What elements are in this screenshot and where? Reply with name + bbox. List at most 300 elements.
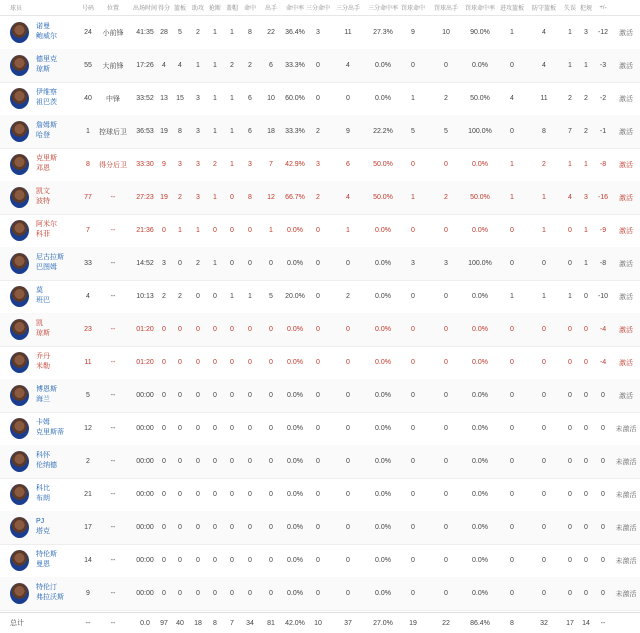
stat-fgm: 0 (248, 326, 252, 333)
stat-tov: 0 (568, 458, 572, 465)
column-header[interactable]: 进攻篮板 (500, 6, 525, 12)
column-header[interactable]: 罚球命中 (401, 6, 426, 12)
stat-fta: 2 (444, 194, 448, 201)
stat-dreb: 11 (540, 95, 548, 102)
stat-dreb: 0 (542, 524, 546, 531)
player-row[interactable] (0, 115, 640, 149)
player-name-line[interactable]: 詹姆斯 (36, 122, 57, 129)
stat-status: 未激活 (615, 491, 637, 499)
stat-status: 未激活 (615, 557, 637, 565)
stat-tpm: 0 (316, 95, 320, 102)
stat-dreb: 0 (542, 260, 546, 267)
stat-reb: 2 (178, 293, 182, 300)
player-name-line[interactable]: 祖巴茨 (36, 99, 57, 106)
stat-status: 激活 (619, 95, 633, 103)
stat-pf: 0 (584, 458, 588, 465)
player-row[interactable] (0, 346, 640, 380)
stat-ast: 0 (196, 524, 200, 531)
stat-position: -- (110, 326, 116, 333)
column-header[interactable]: 出场时间 (132, 6, 157, 12)
total-stl: 8 (213, 619, 217, 627)
player-name-line[interactable]: 波特 (36, 198, 50, 205)
player-name[interactable] (36, 121, 86, 141)
stat-ftm: 0 (411, 293, 415, 300)
stat-ftp: 50.0% (470, 194, 490, 201)
stat-fta: 0 (444, 359, 448, 366)
player-row[interactable] (0, 82, 640, 116)
stat-fga: 0 (269, 425, 273, 432)
stat-number: 8 (86, 161, 90, 168)
stat-fta: 3 (444, 260, 448, 267)
stat-blk: 1 (230, 293, 234, 300)
player-name-line[interactable]: 克里斯 (36, 155, 57, 162)
stat-stl: 0 (213, 392, 217, 399)
stat-fgp: 0.0% (287, 524, 303, 531)
stat-fgm: 0 (248, 392, 252, 399)
stat-pts: 28 (160, 29, 168, 36)
stat-reb: 0 (178, 557, 182, 564)
stat-pts: 0 (162, 491, 166, 498)
player-avatar (10, 286, 29, 307)
player-name-line[interactable]: 特伦汀 (36, 584, 57, 591)
stat-position: 得分后卫 (99, 161, 127, 169)
player-name-line[interactable]: 科比 (36, 485, 50, 492)
stat-pf: 0 (584, 524, 588, 531)
stat-oreb: 0 (510, 458, 514, 465)
stat-ast: 2 (196, 29, 200, 36)
stat-stl: 0 (213, 458, 217, 465)
stat-tpm: 3 (316, 29, 320, 36)
stat-minutes: 10:13 (136, 293, 154, 300)
stat-pf: 1 (584, 227, 588, 234)
stat-fga: 18 (267, 128, 275, 135)
stat-pm: -8 (599, 260, 607, 267)
column-header[interactable]: 三分出手 (336, 6, 361, 12)
stat-minutes: 00:00 (136, 524, 154, 531)
stat-tpa: 0 (346, 458, 350, 465)
player-name-line[interactable]: 哈登 (36, 132, 50, 139)
player-name[interactable] (36, 517, 86, 537)
stat-oreb: 0 (510, 227, 514, 234)
stat-ftp: 0.0% (472, 359, 488, 366)
stat-position: -- (110, 590, 116, 597)
stat-dreb: 0 (542, 425, 546, 432)
player-name-line[interactable]: 班巴 (36, 297, 50, 304)
player-name[interactable] (36, 55, 86, 75)
stat-fgm: 0 (248, 557, 252, 564)
stat-number: 33 (84, 260, 92, 267)
player-row[interactable] (0, 49, 640, 83)
player-name[interactable] (36, 88, 86, 108)
player-name-line[interactable]: 莫 (36, 287, 43, 294)
stat-oreb: 0 (510, 260, 514, 267)
stat-dreb: 0 (542, 326, 546, 333)
stat-tpp: 50.0% (373, 161, 393, 168)
player-name-line[interactable]: 塔克 (36, 528, 50, 535)
stat-stl: 0 (213, 491, 217, 498)
player-name-line[interactable]: 鲍威尔 (36, 33, 57, 40)
stat-minutes: 00:00 (136, 392, 154, 399)
player-row[interactable] (0, 478, 640, 512)
column-header[interactable] (613, 0, 639, 15)
stat-pts: 2 (162, 293, 166, 300)
stat-tpa: 0 (346, 425, 350, 432)
stat-pf: 0 (584, 590, 588, 597)
stat-fga: 0 (269, 326, 273, 333)
stat-ast: 1 (196, 62, 200, 69)
stat-fgm: 0 (248, 590, 252, 597)
stat-tpm: 0 (316, 491, 320, 498)
stat-pm: -3 (599, 62, 607, 69)
column-header[interactable]: 犯规 (579, 6, 592, 12)
stat-pf: 3 (584, 29, 588, 36)
stat-position: 中锋 (106, 95, 120, 103)
player-row[interactable] (0, 181, 640, 215)
stat-status: 未激活 (615, 590, 637, 598)
stat-tpm: 0 (316, 590, 320, 597)
stat-minutes: 01:20 (136, 359, 154, 366)
stat-pm: -16 (597, 194, 609, 201)
player-row[interactable] (0, 280, 640, 314)
stat-fta: 10 (442, 29, 450, 36)
player-name-line[interactable]: 科菲 (36, 231, 50, 238)
column-header[interactable]: 三分命中率 (368, 6, 399, 12)
stat-fgm: 8 (248, 194, 252, 201)
stat-tpa: 4 (346, 62, 350, 69)
stat-stl: 2 (213, 161, 217, 168)
stat-ast: 0 (196, 359, 200, 366)
stat-number: 12 (84, 425, 92, 432)
stat-tpp: 0.0% (375, 524, 391, 531)
player-name[interactable] (36, 352, 86, 372)
column-header[interactable]: 抢断 (208, 6, 221, 12)
stat-tpm: 0 (316, 458, 320, 465)
player-name-line[interactable]: 伊维察 (36, 89, 57, 96)
stat-ast: 0 (196, 425, 200, 432)
stat-reb: 0 (178, 326, 182, 333)
stat-pf: 1 (584, 161, 588, 168)
player-row[interactable] (0, 16, 640, 50)
player-name[interactable] (36, 451, 86, 471)
player-row[interactable] (0, 412, 640, 446)
stat-tpp: 0.0% (375, 95, 391, 102)
column-header[interactable]: 篮板 (173, 6, 186, 12)
player-name-line[interactable]: 阿米尔 (36, 221, 57, 228)
player-name-line[interactable]: 诺曼 (36, 23, 50, 30)
stat-stl: 0 (213, 359, 217, 366)
player-name[interactable] (36, 286, 86, 306)
player-avatar (10, 418, 29, 439)
stat-position: 大前锋 (102, 62, 124, 70)
player-name-line[interactable]: 凯文 (36, 188, 50, 195)
stat-tov: 0 (568, 524, 572, 531)
stat-fga: 0 (269, 590, 273, 597)
stat-pm: -4 (599, 326, 607, 333)
stat-ast: 3 (196, 95, 200, 102)
column-header[interactable]: 三分命中 (306, 6, 331, 12)
stat-status: 激活 (619, 62, 633, 70)
player-name[interactable] (36, 220, 86, 240)
stat-fga: 7 (269, 161, 273, 168)
stat-stl: 0 (213, 557, 217, 564)
stat-dreb: 8 (542, 128, 546, 135)
stat-fta: 2 (444, 95, 448, 102)
stat-reb: 0 (178, 458, 182, 465)
stat-tpa: 0 (346, 491, 350, 498)
player-name[interactable] (36, 187, 86, 207)
player-row[interactable] (0, 379, 640, 413)
stat-pm: 0 (601, 491, 605, 498)
stat-oreb: 0 (510, 425, 514, 432)
stat-oreb: 0 (510, 62, 514, 69)
stat-fgm: 1 (248, 293, 252, 300)
stat-ast: 0 (196, 458, 200, 465)
player-row[interactable] (0, 247, 640, 281)
player-row[interactable] (0, 214, 640, 248)
stat-pm: 0 (601, 590, 605, 597)
stat-fta: 0 (444, 392, 448, 399)
stat-oreb: 1 (510, 161, 514, 168)
player-name-line[interactable]: 琼斯 (36, 330, 50, 337)
total-oreb: 8 (510, 619, 514, 627)
stat-pm: 0 (601, 425, 605, 432)
stat-reb: 4 (178, 62, 182, 69)
stat-position: -- (110, 392, 116, 399)
player-name[interactable] (36, 550, 86, 570)
stat-fgm: 0 (248, 458, 252, 465)
stat-pts: 19 (160, 128, 168, 135)
player-name-line[interactable]: 尼古拉斯 (36, 254, 64, 261)
total-blk: 7 (230, 619, 234, 627)
player-row[interactable] (0, 445, 640, 479)
column-header[interactable]: 位置 (106, 6, 119, 12)
stat-fgp: 0.0% (287, 557, 303, 564)
stat-status: 激活 (619, 260, 633, 268)
player-avatar (10, 319, 29, 340)
stat-pts: 9 (162, 161, 166, 168)
player-name[interactable] (36, 154, 86, 174)
player-avatar (10, 352, 29, 373)
stat-fta: 0 (444, 227, 448, 234)
total-pf: 14 (582, 619, 590, 627)
stat-ftp: 0.0% (472, 161, 488, 168)
player-avatar (10, 451, 29, 472)
player-name[interactable] (36, 253, 86, 273)
stat-tpp: 0.0% (375, 458, 391, 465)
player-name-line[interactable]: 德里克 (36, 56, 57, 63)
stat-reb: 15 (176, 95, 184, 102)
stat-ftp: 0.0% (472, 227, 488, 234)
column-header[interactable]: 球员 (10, 6, 23, 12)
total-pm: -- (600, 619, 606, 627)
stat-tpm: 0 (316, 62, 320, 69)
stat-minutes: 00:00 (136, 425, 154, 432)
column-header[interactable]: 盖帽 (225, 6, 238, 12)
stat-tpa: 0 (346, 590, 350, 597)
player-name-line[interactable]: 伦纳德 (36, 462, 57, 469)
stat-fgm: 6 (248, 128, 252, 135)
total-number: -- (85, 619, 91, 627)
stat-dreb: 0 (542, 491, 546, 498)
player-name-line[interactable]: 琼斯 (36, 66, 50, 73)
stat-tov: 2 (568, 95, 572, 102)
stat-oreb: 0 (510, 491, 514, 498)
player-name[interactable] (36, 319, 86, 339)
stat-pts: 19 (160, 194, 168, 201)
stat-status: 激活 (619, 359, 633, 367)
player-name[interactable] (36, 484, 86, 504)
player-avatar (10, 385, 29, 406)
stat-ftm: 0 (411, 326, 415, 333)
stat-tpm: 0 (316, 524, 320, 531)
stat-oreb: 0 (510, 392, 514, 399)
stat-position: -- (110, 557, 116, 564)
stat-stl: 1 (213, 128, 217, 135)
player-row[interactable] (0, 577, 640, 611)
total-ftm: 19 (409, 619, 417, 627)
stat-stl: 0 (213, 590, 217, 597)
stat-oreb: 4 (510, 95, 514, 102)
stat-blk: 2 (230, 62, 234, 69)
column-header[interactable]: 罚球出手 (434, 6, 459, 12)
stat-fga: 0 (269, 260, 273, 267)
stat-pts: 0 (162, 557, 166, 564)
stat-minutes: 36:53 (136, 128, 154, 135)
stat-pm: -8 (599, 161, 607, 168)
stat-tpp: 0.0% (375, 293, 391, 300)
stat-blk: 0 (230, 260, 234, 267)
stat-number: 17 (84, 524, 92, 531)
stat-ftp: 90.0% (470, 29, 490, 36)
stat-ast: 0 (196, 326, 200, 333)
stat-tpm: 0 (316, 326, 320, 333)
stat-tpp: 0.0% (375, 557, 391, 564)
stat-number: 77 (84, 194, 92, 201)
total-tpp: 27.0% (373, 619, 393, 627)
stat-reb: 0 (178, 524, 182, 531)
stat-minutes: 41:35 (136, 29, 154, 36)
stat-dreb: 4 (542, 29, 546, 36)
stat-tov: 0 (568, 590, 572, 597)
player-name-line[interactable]: 克里斯蒂 (36, 429, 64, 436)
player-name-line[interactable]: 曼恩 (36, 561, 50, 568)
stat-tpa: 0 (346, 392, 350, 399)
player-name-line[interactable]: 卡姆 (36, 419, 50, 426)
stat-reb: 0 (178, 260, 182, 267)
player-avatar (10, 121, 29, 142)
stat-ftp: 100.0% (468, 260, 492, 267)
stat-fgp: 0.0% (287, 326, 303, 333)
player-name-line[interactable]: 邓恩 (36, 165, 50, 172)
player-row[interactable] (0, 313, 640, 347)
stat-tov: 0 (568, 326, 572, 333)
stat-stl: 0 (213, 524, 217, 531)
stat-pm: 0 (601, 524, 605, 531)
stat-tpa: 11 (344, 29, 352, 36)
stat-number: 1 (86, 128, 90, 135)
player-row[interactable] (0, 511, 640, 545)
stat-fta: 0 (444, 458, 448, 465)
player-name-line[interactable]: 布朗 (36, 495, 50, 502)
stat-fgm: 0 (248, 260, 252, 267)
column-header[interactable]: +/- (599, 4, 607, 11)
stat-pf: 0 (584, 326, 588, 333)
stat-blk: 0 (230, 392, 234, 399)
stat-pts: 0 (162, 590, 166, 597)
stat-tpm: 2 (316, 194, 320, 201)
player-name-line[interactable]: 弗拉沃斯 (36, 594, 64, 601)
player-name-line[interactable]: 米勒 (36, 363, 50, 370)
player-name-line[interactable]: 特伦斯 (36, 551, 57, 558)
stat-fgm: 0 (248, 227, 252, 234)
column-header[interactable]: 失误 (563, 6, 576, 12)
stat-tpp: 27.3% (373, 29, 393, 36)
stat-tpp: 0.0% (375, 326, 391, 333)
stat-pm: -10 (597, 293, 609, 300)
stat-pts: 0 (162, 524, 166, 531)
stat-pf: 1 (584, 260, 588, 267)
column-header[interactable]: 命中 (243, 6, 256, 12)
player-name-line[interactable]: 巴图姆 (36, 264, 57, 271)
stat-fgp: 0.0% (287, 458, 303, 465)
player-name-line[interactable]: 科怀 (36, 452, 50, 459)
stat-position: -- (110, 194, 116, 201)
stat-blk: 0 (230, 458, 234, 465)
player-name-line[interactable]: PJ (36, 518, 45, 525)
stat-ftm: 1 (411, 95, 415, 102)
stat-blk: 0 (230, 227, 234, 234)
player-name-line[interactable]: 乔丹 (36, 353, 50, 360)
totals-row (0, 612, 640, 633)
stat-fgp: 42.9% (285, 161, 305, 168)
stat-minutes: 14:52 (136, 260, 154, 267)
stat-fga: 0 (269, 524, 273, 531)
player-name[interactable] (36, 583, 86, 603)
total-tpa: 37 (344, 619, 352, 627)
player-name-line[interactable]: 海兰 (36, 396, 50, 403)
stat-ftm: 0 (411, 161, 415, 168)
player-name[interactable] (36, 418, 86, 438)
column-header[interactable]: 出手 (264, 6, 277, 12)
stat-fgm: 0 (248, 524, 252, 531)
stat-ftm: 0 (411, 359, 415, 366)
player-avatar (10, 253, 29, 274)
column-header[interactable]: 助攻 (191, 6, 204, 12)
stat-tov: 1 (568, 29, 572, 36)
stat-ast: 3 (196, 194, 200, 201)
stat-fta: 0 (444, 524, 448, 531)
player-name[interactable] (36, 22, 86, 42)
stat-fgp: 0.0% (287, 590, 303, 597)
player-row[interactable] (0, 148, 640, 182)
column-header[interactable]: 命中率 (285, 6, 304, 12)
stat-tov: 7 (568, 128, 572, 135)
stat-ftm: 9 (411, 29, 415, 36)
player-avatar (10, 88, 29, 109)
column-header[interactable]: 防守篮板 (532, 6, 557, 12)
stat-fgp: 33.3% (285, 128, 305, 135)
stat-pf: 0 (584, 392, 588, 399)
stat-position: -- (110, 227, 116, 234)
player-row[interactable] (0, 544, 640, 578)
player-name[interactable] (36, 385, 86, 405)
column-header[interactable]: 得分 (157, 6, 170, 12)
player-name-line[interactable]: 凯 (36, 320, 43, 327)
total-pts: 97 (160, 619, 168, 627)
column-header[interactable]: 罚球命中率 (465, 6, 496, 12)
column-header[interactable]: 号码 (81, 6, 94, 12)
player-name-line[interactable]: 博恩斯 (36, 386, 57, 393)
